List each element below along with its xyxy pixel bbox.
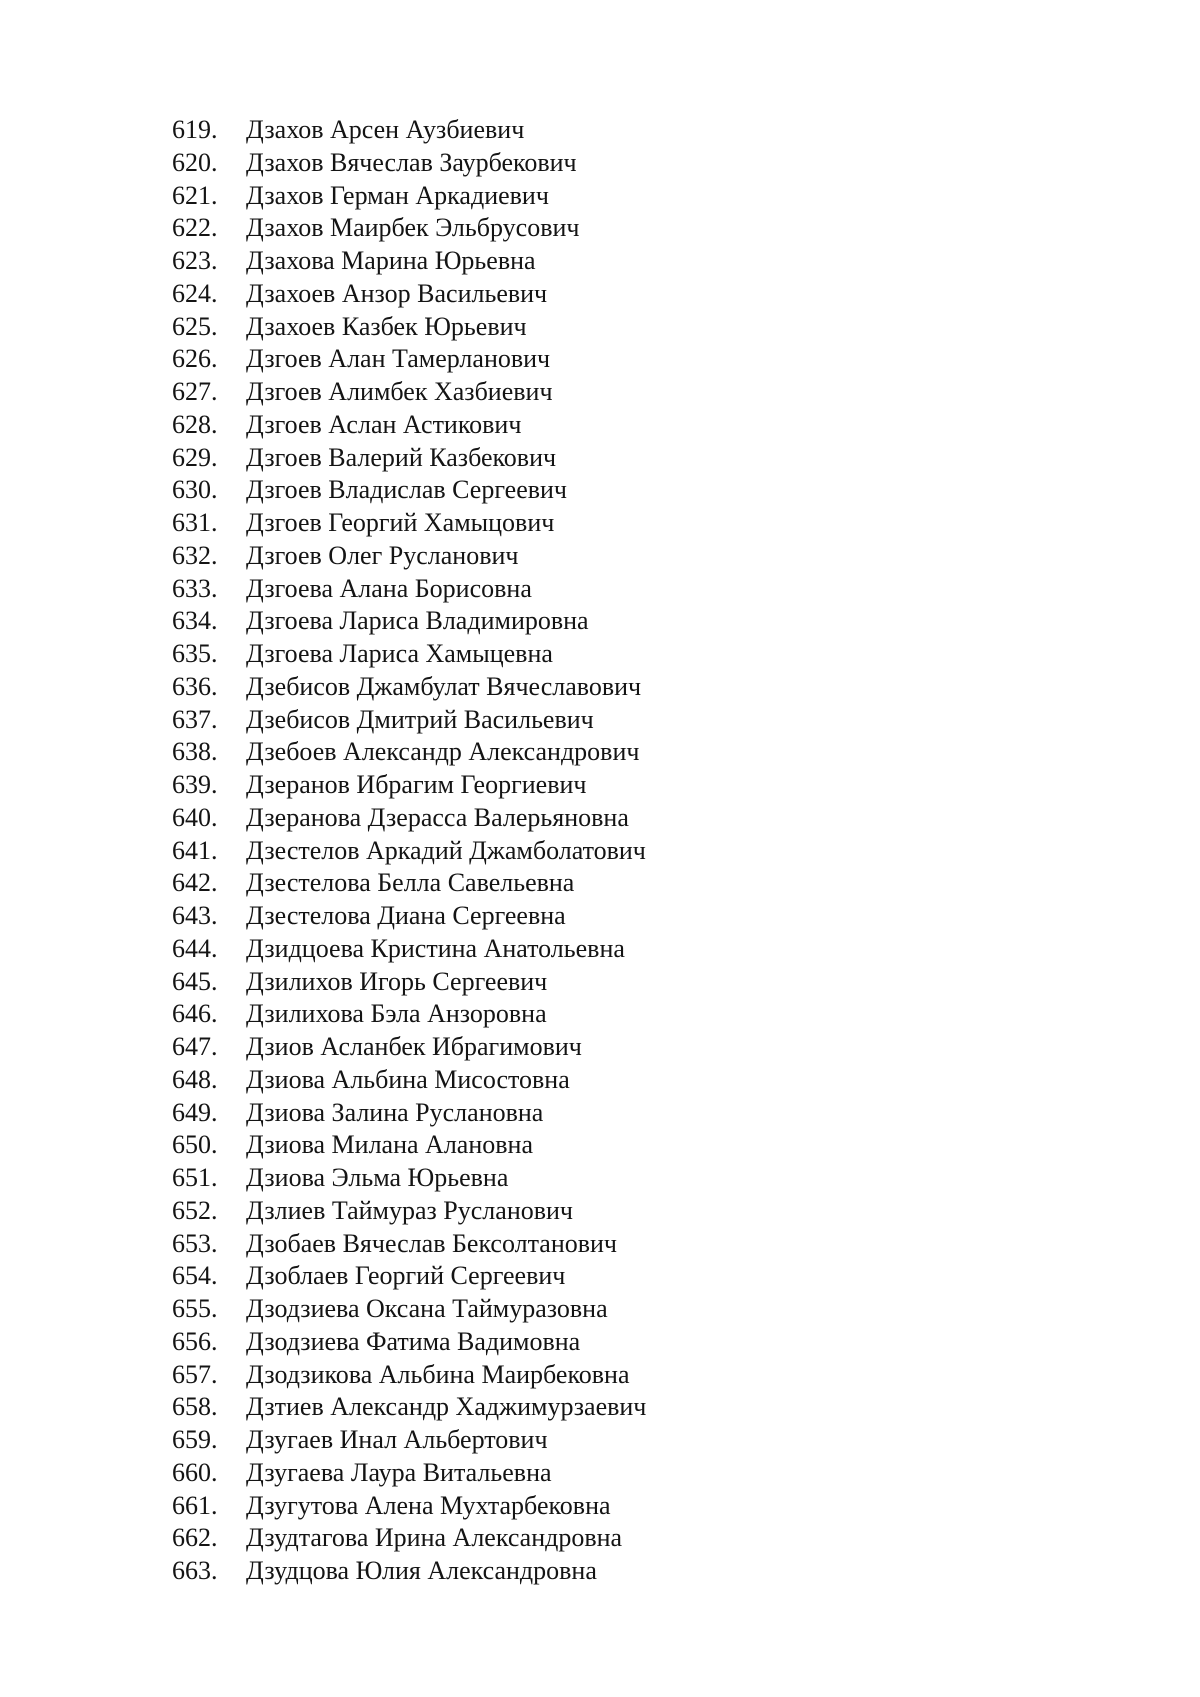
list-item: [172, 605, 646, 638]
list-item: [172, 540, 646, 573]
list-item: [172, 1064, 646, 1097]
list-item-name: Дзодзиева Оксана Таймуразовна: [246, 1294, 608, 1323]
list-item-name: Дзахов Герман Аркадиевич: [246, 180, 549, 210]
list-item-number: 636.: [172, 671, 218, 701]
list-item-name: Дзодзикова Альбина Маирбековна: [246, 1359, 630, 1389]
list-item-name: Дзахоев Казбек Юрьевич: [246, 311, 527, 341]
list-item-number: 646.: [172, 999, 218, 1029]
list-item: [172, 1293, 646, 1326]
list-item-name: Дзеранова Дзерасса Валерьяновна: [246, 802, 629, 832]
list-item: [172, 867, 646, 900]
list-item-number: 633.: [172, 573, 218, 603]
list-item-number: 622.: [172, 213, 218, 243]
list-item-number: 631.: [172, 508, 218, 537]
list-item: [172, 278, 646, 311]
list-item-name: Дзодзиева Фатима Вадимовна: [246, 1326, 581, 1356]
list-item-name: Дзоблаев Георгий Сергеевич: [246, 1261, 566, 1291]
list-item-name: Дзестелов Аркадий Джамболатович: [246, 835, 646, 865]
list-item-number: 652.: [172, 1195, 218, 1225]
list-item: [172, 311, 646, 344]
list-item-number: 653.: [172, 1228, 218, 1258]
list-item: [172, 736, 646, 769]
list-item-number: 623.: [172, 246, 218, 275]
list-item-name: Дзгоев Владислав Сергеевич: [246, 475, 568, 505]
list-item: [172, 1162, 646, 1195]
list-item-number: 629.: [172, 442, 218, 472]
list-item: [172, 1391, 646, 1424]
list-item-number: 630.: [172, 475, 218, 505]
list-item-number: 659.: [172, 1425, 218, 1454]
list-item: [172, 245, 646, 278]
list-item-name: Дзахова Марина Юрьевна: [246, 246, 536, 275]
list-item-name: Дзебисов Дмитрий Васильевич: [246, 704, 594, 734]
list-item-number: 657.: [172, 1359, 218, 1389]
list-item: [172, 671, 646, 704]
list-item-number: 625.: [172, 311, 218, 341]
list-item-number: 632.: [172, 540, 218, 570]
list-item-name: Дзахоев Анзор Васильевич: [246, 278, 548, 308]
list-item-name: Дзахов Арсен Аузбиевич: [246, 115, 525, 144]
list-item-name: Дзахов Маирбек Эльбрусович: [246, 213, 580, 243]
list-item-number: 662.: [172, 1523, 218, 1553]
list-item-name: Дзилихов Игорь Сергеевич: [246, 966, 548, 996]
list-item-name: Дзиова Альбина Мисостовна: [246, 1064, 570, 1094]
list-item-name: Дзеранов Ибрагим Георгиевич: [246, 770, 587, 799]
list-item-number: 643.: [172, 901, 218, 930]
list-item: [172, 1359, 646, 1392]
list-item-number: 649.: [172, 1097, 218, 1127]
list-item-name: Дзлиев Таймураз Русланович: [246, 1195, 574, 1225]
list-item: [172, 933, 646, 966]
list-item-name: Дзгоев Георгий Хамыцович: [246, 508, 555, 537]
list-item: [172, 1097, 646, 1130]
list-item-name: Дзугутова Алена Мухтарбековна: [246, 1490, 611, 1520]
list-item: [172, 507, 646, 540]
list-item-name: Дзебоев Александр Александрович: [246, 737, 640, 767]
list-item: [172, 1522, 646, 1555]
list-item-name: Дзгоева Алана Борисовна: [246, 573, 532, 603]
list-item-number: 651.: [172, 1163, 218, 1192]
list-item-name: Дзестелова Белла Савельевна: [246, 868, 575, 898]
list-item-name: Дзиова Залина Руслановна: [246, 1097, 544, 1127]
list-item-name: Дзтиев Александр Хаджимурзаевич: [246, 1392, 647, 1422]
list-item: [172, 1457, 646, 1490]
list-item: [172, 1326, 646, 1359]
list-item-number: 621.: [172, 180, 218, 210]
numbered-name-list: [172, 114, 646, 1588]
list-item-number: 641.: [172, 835, 218, 865]
list-item: [172, 376, 646, 409]
list-item-name: Дзиов Асланбек Ибрагимович: [246, 1032, 582, 1061]
list-item-number: 644.: [172, 933, 218, 963]
list-item-name: Дзгоев Аслан Астикович: [246, 409, 522, 439]
list-item: [172, 212, 646, 245]
list-item: [172, 114, 646, 147]
list-item: [172, 1424, 646, 1457]
list-item-number: 648.: [172, 1064, 218, 1094]
list-item-number: 637.: [172, 704, 218, 734]
list-item-name: Дзугаев Инал Альбертович: [246, 1425, 548, 1454]
list-item-name: Дзудцова Юлия Александровна: [246, 1556, 597, 1585]
list-item: [172, 1555, 646, 1588]
list-item: [172, 1031, 646, 1064]
list-item-name: Дзгоев Алимбек Хазбиевич: [246, 377, 553, 406]
list-item: [172, 1129, 646, 1162]
list-item-name: Дзгоев Алан Тамерланович: [246, 344, 551, 374]
list-item-name: Дзгоева Лариса Владимировна: [246, 606, 589, 636]
list-item-number: 645.: [172, 966, 218, 996]
list-item: [172, 638, 646, 671]
list-item-name: Дзгоева Лариса Хамыцевна: [246, 639, 553, 668]
list-item-number: 656.: [172, 1326, 218, 1356]
list-item: [172, 180, 646, 213]
list-item-name: Дзиова Эльма Юрьевна: [246, 1163, 509, 1192]
list-item-name: Дзебисов Джамбулат Вячеславович: [246, 671, 642, 701]
list-item-name: Дзидцоева Кристина Анатольевна: [246, 933, 625, 963]
list-item-number: 639.: [172, 770, 218, 799]
list-item-name: Дзугаева Лаура Витальевна: [246, 1457, 552, 1487]
list-item: [172, 147, 646, 180]
list-item: [172, 573, 646, 606]
list-item-number: 661.: [172, 1490, 218, 1520]
list-item-number: 627.: [172, 377, 218, 406]
list-item: [172, 409, 646, 442]
list-item-number: 640.: [172, 802, 218, 832]
list-item-number: 658.: [172, 1392, 218, 1422]
list-item-number: 620.: [172, 147, 218, 177]
list-item-name: Дзгоев Олег Русланович: [246, 540, 519, 570]
list-item-number: 626.: [172, 344, 218, 374]
list-item-number: 642.: [172, 868, 218, 898]
list-item-number: 663.: [172, 1556, 218, 1585]
list-item-number: 654.: [172, 1261, 218, 1291]
list-item: [172, 343, 646, 376]
list-item: [172, 1490, 646, 1523]
list-item: [172, 966, 646, 999]
list-item-number: 638.: [172, 737, 218, 767]
list-item-number: 634.: [172, 606, 218, 636]
list-item: [172, 802, 646, 835]
list-item-number: 619.: [172, 115, 218, 144]
list-item-number: 655.: [172, 1294, 218, 1323]
list-item-name: Дзестелова Диана Сергеевна: [246, 901, 566, 930]
list-item-number: 647.: [172, 1032, 218, 1061]
list-item-name: Дзгоев Валерий Казбекович: [246, 442, 557, 472]
list-item-number: 650.: [172, 1130, 218, 1160]
list-item-number: 660.: [172, 1457, 218, 1487]
list-item: [172, 1195, 646, 1228]
list-item: [172, 835, 646, 868]
list-item: [172, 998, 646, 1031]
list-item: [172, 442, 646, 475]
list-item-name: Дзилихова Бэла Анзоровна: [246, 999, 547, 1029]
list-item: [172, 900, 646, 933]
list-item-name: Дзиова Милана Алановна: [246, 1130, 533, 1160]
list-item-number: 628.: [172, 409, 218, 439]
list-item: [172, 1228, 646, 1261]
list-item: [172, 1260, 646, 1293]
list-item: [172, 704, 646, 737]
list-item-number: 635.: [172, 639, 218, 668]
list-item-number: 624.: [172, 278, 218, 308]
list-item-name: Дзахов Вячеслав Заурбекович: [246, 147, 577, 177]
list-item-name: Дзудтагова Ирина Александровна: [246, 1523, 623, 1553]
list-item: [172, 769, 646, 802]
list-item: [172, 474, 646, 507]
list-item-name: Дзобаев Вячеслав Бексолтанович: [246, 1228, 618, 1258]
